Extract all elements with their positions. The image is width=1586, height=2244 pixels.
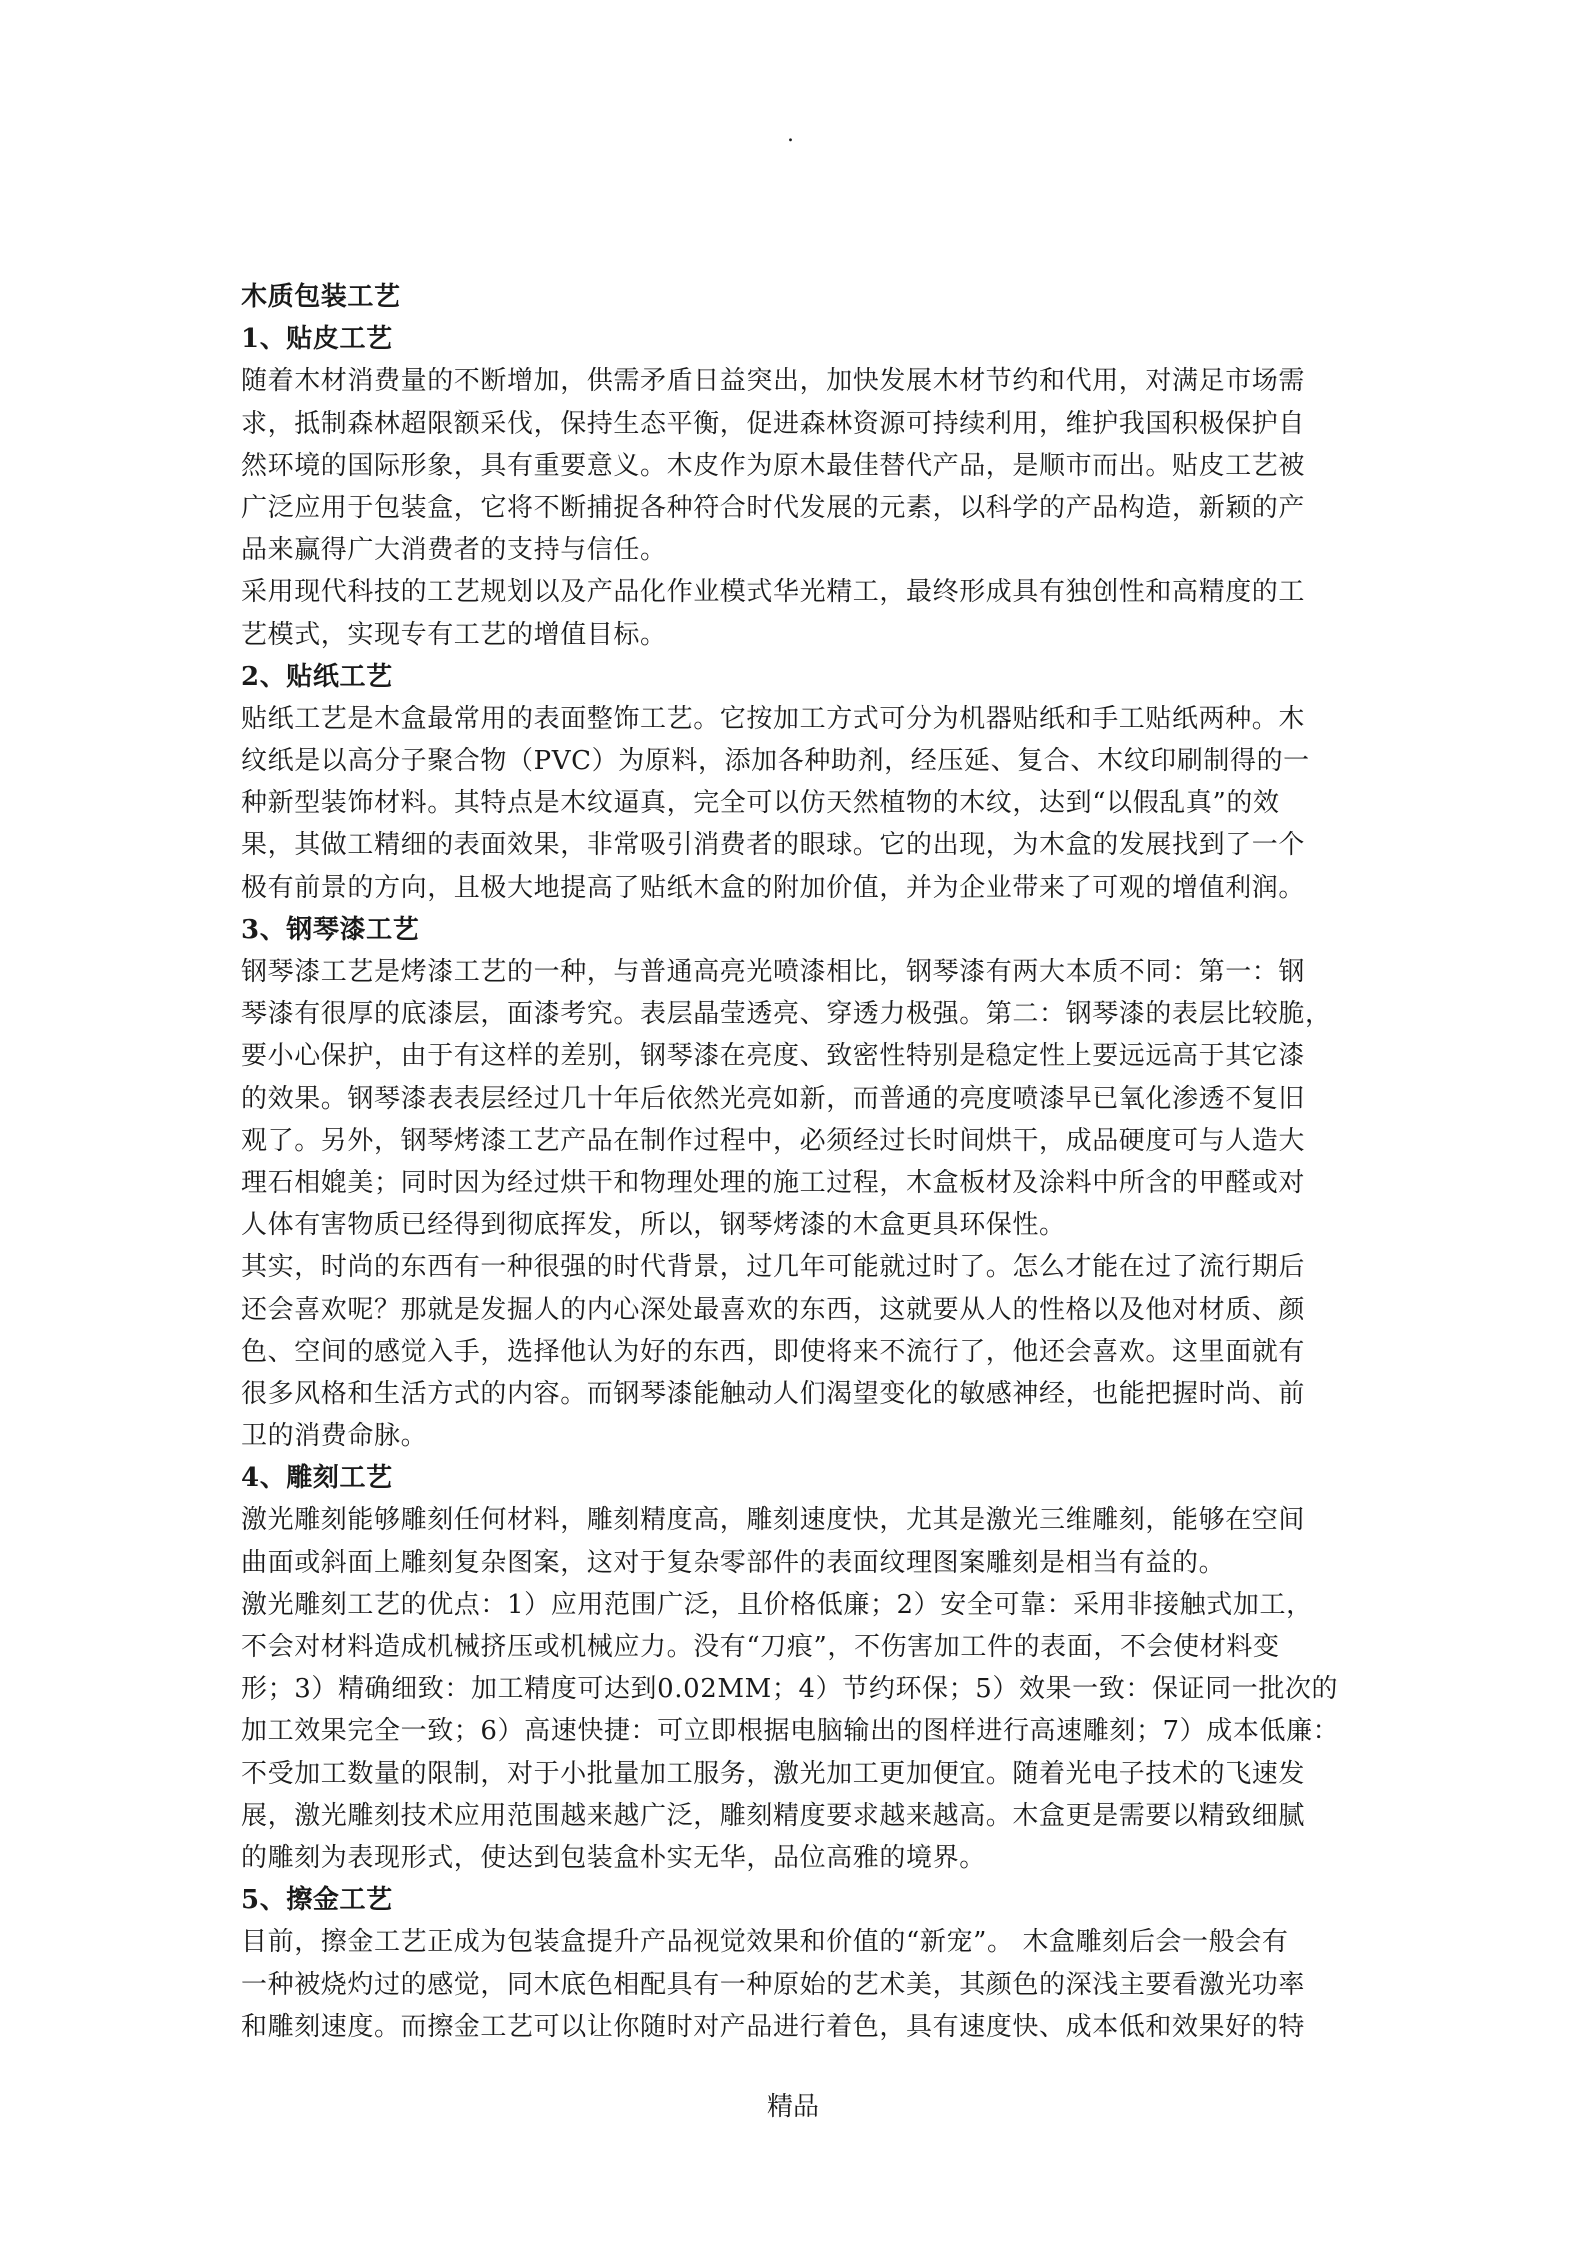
paragraph-line: 其实，时尚的东西有一种很强的时代背景，过几年可能就过时了。怎么才能在过了流行期后 — [241, 1252, 1306, 1283]
paragraph-line: 然环境的国际形象，具有重要意义。木皮作为原木最佳替代产品，是顺市而出。贴皮工艺被 — [241, 450, 1306, 481]
paragraph-line: 艺模式，实现专有工艺的增值目标。 — [241, 619, 667, 650]
paragraph-line: 不受加工数量的限制，对于小批量加工服务，激光加工更加便宜。随着光电子技术的飞速发 — [241, 1758, 1306, 1789]
paragraph-line: 求，抵制森林超限额采伐，保持生态平衡，促进森林资源可持续利用，维护我国积极保护自 — [241, 408, 1306, 439]
paragraph-line: 随着木材消费量的不断增加，供需矛盾日益突出，加快发展木材节约和代用，对满足市场需 — [241, 366, 1306, 397]
paragraph-line: 采用现代科技的工艺规划以及产品化作业模式华光精工，最终形成具有独创性和高精度的工 — [241, 577, 1306, 608]
paragraph-line: 卫的消费命脉。 — [241, 1421, 428, 1452]
paragraph-line: 加工效果完全一致；6）高速快捷：可立即根据电脑输出的图样进行高速雕刻；7）成本低廉： — [241, 1716, 1340, 1747]
paragraph-line: 激光雕刻能够雕刻任何材料，雕刻精度高，雕刻速度快，尤其是激光三维雕刻，能够在空间 — [241, 1505, 1306, 1536]
paragraph-line: 很多风格和生活方式的内容。而钢琴漆能触动人们渴望变化的敏感神经，也能把握时尚、前 — [241, 1378, 1306, 1409]
paragraph-line: 广泛应用于包装盒，它将不断捕捉各种符合时代发展的元素，以科学的产品构造，新颖的产 — [241, 492, 1306, 523]
paragraph-line: 种新型装饰材料。其特点是木纹逼真，完全可以仿天然植物的木纹，达到“以假乱真”的效 — [241, 788, 1280, 819]
paragraph-line: 纹纸是以高分子聚合物（PVC）为原料，添加各种助剂，经压延、复合、木纹印刷制得的一 — [241, 746, 1310, 777]
paragraph-line: 极有前景的方向，且极大地提高了贴纸木盒的附加价值，并为企业带来了可观的增值利润。 — [241, 872, 1306, 903]
page-footer: 精品 — [766, 2092, 819, 2122]
paragraph-line: 一种被烧灼过的感觉，同木底色相配具有一种原始的艺术美，其颜色的深浅主要看激光功率 — [241, 1969, 1306, 2000]
paragraph-line: 的雕刻为表现形式，使达到包装盒朴实无华，品位高雅的境界。 — [241, 1842, 986, 1873]
paragraph-line: 品来赢得广大消费者的支持与信任。 — [241, 535, 667, 566]
paragraph-line: 目前，擦金工艺正成为包装盒提升产品视觉效果和价值的“新宠”。 木盒雕刻后会一般会有 — [241, 1927, 1289, 1958]
header-mark: . — [787, 122, 794, 147]
paragraph-line: 要小心保护，由于有这样的差别，钢琴漆在亮度、致密性特别是稳定性上要远远高于其它漆 — [241, 1041, 1306, 1072]
paragraph-line: 人体有害物质已经得到彻底挥发，所以，钢琴烤漆的木盒更具环保性。 — [241, 1210, 1066, 1241]
section-heading: 5、擦金工艺 — [241, 1885, 393, 1916]
paragraph-line: 的效果。钢琴漆表表层经过几十年后依然光亮如新，而普通的亮度喷漆早已氧化渗透不复旧 — [241, 1083, 1306, 1114]
paragraph-line: 色、空间的感觉入手，选择他认为好的东西，即使将来不流行了，他还会喜欢。这里面就有 — [241, 1336, 1306, 1367]
paragraph-line: 还会喜欢呢？那就是发掘人的内心深处最喜欢的东西，这就要从人的性格以及他对材质、颜 — [241, 1294, 1306, 1325]
paragraph-line: 曲面或斜面上雕刻复杂图案，这对于复杂零部件的表面纹理图案雕刻是相当有益的。 — [241, 1547, 1226, 1578]
document-body — [241, 276, 1351, 2048]
paragraph-line: 理石相媲美；同时因为经过烘干和物理处理的施工过程，木盒板材及涂料中所含的甲醛或对 — [241, 1167, 1306, 1198]
paragraph-line: 和雕刻速度。而擦金工艺可以让你随时对产品进行着色，具有速度快、成本低和效果好的特 — [241, 2011, 1306, 2042]
paragraph-line: 激光雕刻工艺的优点：1）应用范围广泛，且价格低廉；2）安全可靠：采用非接触式加工， — [241, 1589, 1313, 1620]
paragraph-line: 观了。另外，钢琴烤漆工艺产品在制作过程中，必须经过长时间烘干，成品硬度可与人造大 — [241, 1125, 1306, 1156]
paragraph-line: 贴纸工艺是木盒最常用的表面整饰工艺。它按加工方式可分为机器贴纸和手工贴纸两种。木 — [241, 703, 1306, 734]
sections-container — [241, 318, 1351, 2048]
paragraph-line: 钢琴漆工艺是烤漆工艺的一种，与普通高亮光喷漆相比，钢琴漆有两大本质不同：第一：钢 — [241, 957, 1306, 987]
paragraph-line: 琴漆有很厚的底漆层，面漆考究。表层晶莹透亮、穿透力极强。第二：钢琴漆的表层比较脆， — [241, 999, 1332, 1030]
paragraph-line: 展，激光雕刻技术应用范围越来越广泛，雕刻精度要求越来越高。木盒更是需要以精致细腻 — [241, 1800, 1306, 1831]
section-heading: 3、钢琴漆工艺 — [241, 914, 420, 945]
section-heading: 1、贴皮工艺 — [241, 324, 393, 355]
document-title: 木质包装工艺 — [241, 282, 401, 312]
paragraph-line: 果，其做工精细的表面效果，非常吸引消费者的眼球。它的出现，为木盒的发展找到了一个 — [241, 830, 1306, 861]
section-heading: 4、雕刻工艺 — [241, 1463, 393, 1494]
paragraph-line: 不会对材料造成机械挤压或机械应力。没有“刀痕”，不伤害加工件的表面，不会使材料变 — [241, 1632, 1280, 1662]
paragraph-line: 形；3）精确细致：加工精度可达到0.02MM；4）节约环保；5）效果一致：保证同一批次的 — [241, 1674, 1339, 1705]
section-heading: 2、贴纸工艺 — [241, 661, 393, 692]
